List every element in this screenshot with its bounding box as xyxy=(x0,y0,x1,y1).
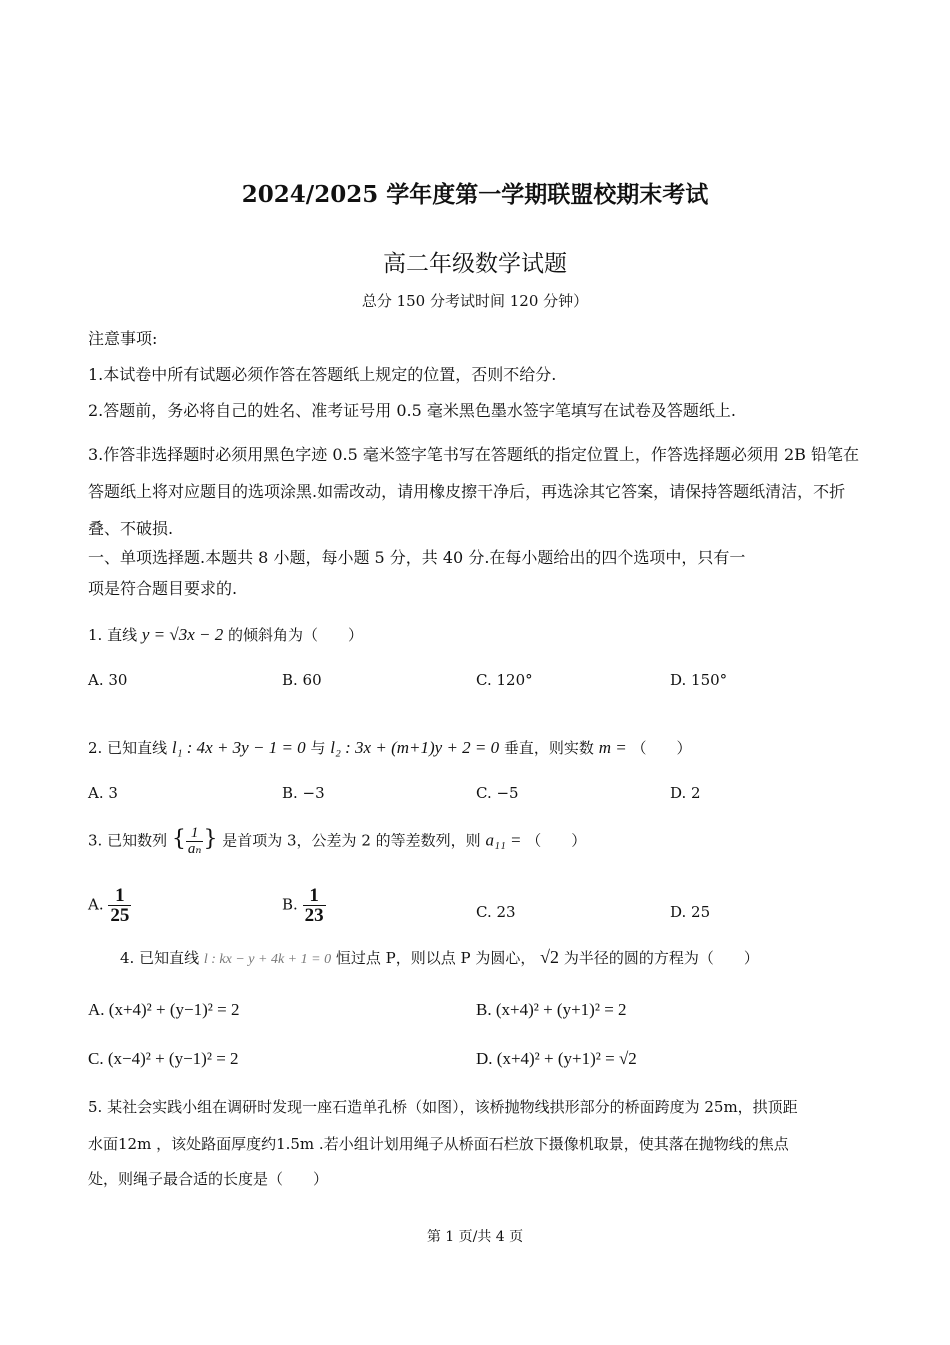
question-4 xyxy=(120,947,759,968)
question-3-mid: 是首项为 3，公差为 2 的等差数列，则 xyxy=(222,831,481,850)
q1-option-d: D. 150° xyxy=(670,671,728,689)
question-2-var: m = xyxy=(598,738,627,757)
question-1-tail: 的倾斜角为（ ） xyxy=(228,626,364,644)
q4-option-b: B. (x+4)² + (y+1)² = 2 xyxy=(476,1000,627,1019)
question-5-line3: 处，则绳子最合适的长度是（ ） xyxy=(88,1170,329,1188)
question-1 xyxy=(88,624,363,645)
question-2-text: 2. 已知直线 xyxy=(88,739,168,757)
page-footer: 第 1 页/共 4 页 xyxy=(426,1229,524,1245)
q1-option-c: C. 120° xyxy=(476,671,533,689)
q4-option-a: A. (x+4)² + (y−1)² = 2 xyxy=(88,1000,240,1019)
notes-heading: 注意事项: xyxy=(88,329,158,348)
note-item-2: 2.答题前，务必将自己的姓名、准考证号用 0.5 毫米黑色墨水签字笔填写在试卷及答题纸上. xyxy=(88,401,736,420)
q3-option-d: D. 25 xyxy=(670,903,711,921)
question-3-sequence: $\frac{1}{\text{aₙ}}$ xyxy=(187,825,202,857)
section-heading-line2: 项是符合题目要求的. xyxy=(88,579,238,598)
question-2-tail: （ ） xyxy=(631,739,692,757)
q3-option-c: C. 23 xyxy=(476,903,516,921)
exam-meta: 总分 150 分考试时间 120 分钟） xyxy=(361,292,589,310)
q1-option-a: A. 30 xyxy=(88,671,128,689)
q3-option-b: B. $\frac{1}{23}$ xyxy=(282,885,324,926)
q1-option-b: B. 60 xyxy=(282,671,322,689)
section-heading-line1: 一、单项选择题.本题共 8 小题，每小题 5 分，共 40 分.在每小题给出的四个选项中，只有一 xyxy=(88,548,746,567)
q3-option-a: A. $\frac{1}{25}$ xyxy=(88,885,130,926)
question-4-mid: 恒过点 P，则以点 P 为圆心， xyxy=(335,949,536,967)
question-4-line: l : kx − y + 4k + 1 = 0 xyxy=(203,952,332,967)
question-4-text: 4. 已知直线 xyxy=(120,949,200,967)
q2-option-c: C. −5 xyxy=(476,784,519,802)
question-3-tail: （ ） xyxy=(526,831,587,850)
question-1-formula: y = √3x − 2 xyxy=(141,625,224,644)
q4-option-c: C. (x−4)² + (y−1)² = 2 xyxy=(88,1049,239,1068)
question-2 xyxy=(88,737,692,758)
note-item-1: 1.本试卷中所有试题必须作答在答题纸上规定的位置，否则不给分. xyxy=(88,365,557,384)
q2-option-d: D. 2 xyxy=(670,784,701,802)
note-item-3: 3.作答非选择题时必须用黑色字迹 0.5 毫米签字笔书写在答题纸的指定位置上，作答选择题必须用 2B 铅笔在答题纸上将对应题目的选项涂黑.如需改动，请用橡皮擦干净后，再选涂其它答案，请保持答题纸清洁，不折叠、不破损. xyxy=(88,445,859,538)
question-5-line1: 5. 某社会实践小组在调研时发现一座石造单孔桥（如图），该桥抛物线拱形部分的桥面跨度为 25m，拱顶距 xyxy=(88,1098,798,1116)
question-1-text: 1. 直线 xyxy=(88,626,138,644)
q4-option-d: D. (x+4)² + (y+1)² = √2 xyxy=(476,1049,637,1068)
question-2-post: 垂直，则实数 xyxy=(503,739,594,757)
q2-option-a: A. 3 xyxy=(88,784,118,802)
question-5-line2: 水面12m ，该处路面厚度约1.5m .若小组计划用绳子从桥面石栏放下摄像机取景，使其落在抛物线的焦点 xyxy=(88,1135,789,1153)
q2-option-b: B. −3 xyxy=(282,784,325,802)
question-2-line2: l₂ : 3x + (m+1)y + 2 = 0 xyxy=(330,738,500,757)
question-3-text: 3. 已知数列 xyxy=(88,831,168,850)
exam-title: 2024/2025 学年度第一学期联盟校期末考试 xyxy=(241,181,709,208)
exam-subtitle: 高二年级数学试题 xyxy=(383,251,567,277)
question-4-tail: 为半径的圆的方程为（ ） xyxy=(563,949,759,967)
question-4-radius: √2 xyxy=(540,947,560,967)
question-2-mid: 与 xyxy=(310,739,326,757)
question-3-term: a₁₁ = xyxy=(485,830,522,850)
question-3: 3. 已知数列 { $\frac{1}{\text{aₙ}}$ } 是首项为 3，公差为 2 的等差数列，则 a₁₁ = （ ） xyxy=(88,825,587,857)
question-2-line1: l₁ : 4x + 3y − 1 = 0 xyxy=(171,738,306,757)
